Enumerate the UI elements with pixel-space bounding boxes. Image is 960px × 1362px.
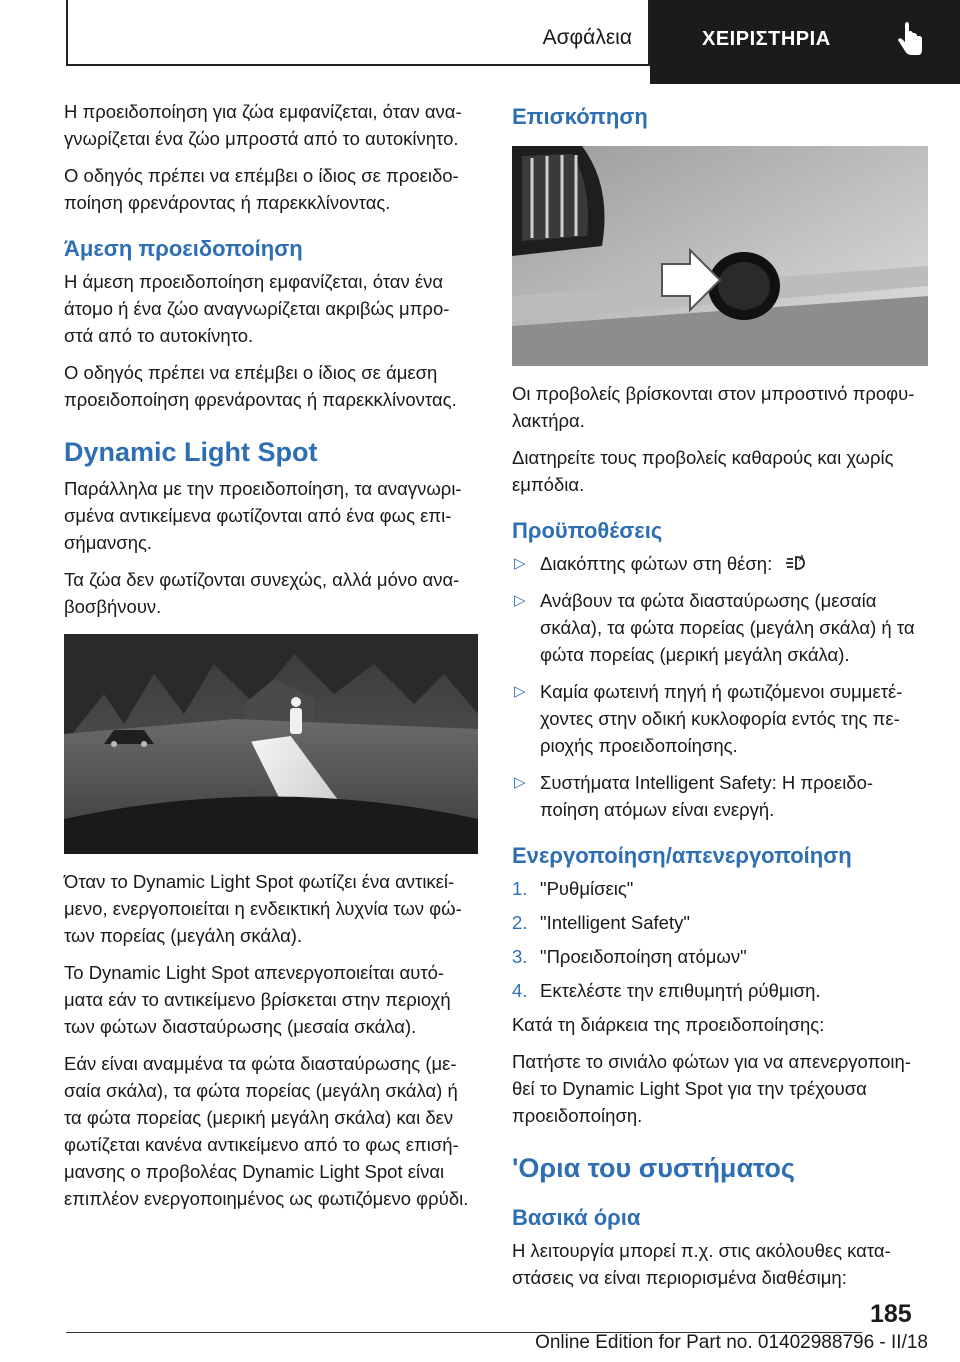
after-image-paragraph-3: Εάν είναι αναμμένα τα φώτα διασταύρωσης (με-σαία σκάλα), τα φώτα πορείας (μεγάλη σκάλα) ή τα φώτα πορείας (μερική μεγάλη σκάλα) και δεν φωτίζεται κανένα αντικείμενο από το φως επισή-μανσης ο προβολέας Dynamic Light Spot είναι επιπλέον ενεργοποιημένος ως φωτιζόμενο φρύδι. xyxy=(64,1053,469,1209)
list-item: ▷ Ανάβουν τα φώτα διασταύρωσης (μεσαία σκάλα), τα φώτα πορείας (μεγάλη σκάλα) ή τα φώτα πορείας (μερική μεγάλη σκάλα). xyxy=(512,587,928,668)
dynamic-light-spot-heading: Dynamic Light Spot xyxy=(64,437,318,467)
svg-text:A: A xyxy=(799,554,805,563)
header-rule-bottom xyxy=(66,64,650,66)
section-title: Ασφάλεια xyxy=(542,26,632,49)
overview-paragraph-2: Διατηρείτε τους προβολείς καθαρούς και χωρίς εμπόδια. xyxy=(512,447,894,495)
step-item: 4. Εκτελέστε την επιθυμητή ρύθμιση. xyxy=(512,980,821,1001)
triangle-bullet-icon: ▷ xyxy=(514,592,526,609)
step-item: 1. "Ρυθμίσεις" xyxy=(512,878,634,899)
triangle-bullet-icon: ▷ xyxy=(514,555,526,572)
step-item: 2. "Intelligent Safety" xyxy=(512,912,690,933)
left-column xyxy=(64,98,478,1222)
headlight-photo xyxy=(512,146,928,366)
hand-pointer-icon xyxy=(894,22,926,58)
intro-paragraph-2: Ο οδηγός πρέπει να επέμβει ο ίδιος σε προειδο-ποίηση φρενάροντας ή παρεκκλίνοντας. xyxy=(64,165,459,213)
list-item: ▷ Συστήματα Intelligent Safety: Η προειδο-ποίηση ατόμων είναι ενεργή. xyxy=(512,769,928,823)
basic-limits-heading: Βασικά όρια xyxy=(512,1205,641,1230)
direct-paragraph-1: Η άμεση προειδοποίηση εμφανίζεται, όταν ένα άτομο ή ένα ζώο αναγνωρίζεται ακριβώς μπρο-στά από το αυτοκίνητο. xyxy=(64,271,450,346)
list-item: ▷ Διακόπτης φώτων στη θέση: A xyxy=(512,550,928,577)
auto-headlight-icon xyxy=(783,552,809,574)
overview-heading: Επισκόπηση xyxy=(512,104,648,129)
intro-paragraph-1: Η προειδοποίηση για ζώα εμφανίζεται, όταν ανα-γνωρίζεται ένα ζώο μπροστά από το αυτοκίνητο. xyxy=(64,101,462,149)
chapter-tab-label: ΧΕΙΡΙΣΤΗΡΙΑ xyxy=(702,28,831,50)
system-limits-heading: 'Ορια του συστήματος xyxy=(512,1153,795,1183)
activation-steps xyxy=(512,875,928,1004)
after-image-paragraph-1: Όταν το Dynamic Light Spot φωτίζει ένα αντικεί-μενο, ενεργοποιείται η ενδεικτική λυχνία των φώ-των πορείας (μεγάλη σκάλα). xyxy=(64,871,462,946)
activation-heading: Ενεργοποίηση/απενεργοποίηση xyxy=(512,843,852,868)
step-item: 3. "Προειδοποίηση ατόμων" xyxy=(512,946,747,967)
footer-edition: Online Edition for Part no. 01402988796 - II/18 xyxy=(535,1332,928,1353)
chapter-tab[interactable] xyxy=(650,0,960,84)
direct-paragraph-2: Ο οδηγός πρέπει να επέμβει ο ίδιος σε άμεση προειδοποίηση φρενάροντας ή παρεκκλίνοντας. xyxy=(64,362,457,410)
right-column xyxy=(512,98,928,1301)
page-number: 185 xyxy=(870,1300,912,1328)
dls-paragraph-2: Τα ζώα δεν φωτίζονται συνεχώς, αλλά μόνο ανα-βοσβήνουν. xyxy=(64,569,460,617)
dls-paragraph-1: Παράλληλα με την προειδοποίηση, τα αναγνωρι-σμένα αντικείμενα φωτίζονται από ένα φως επι-σήμανσης. xyxy=(64,478,462,553)
prerequisites-heading: Προϋποθέσεις xyxy=(512,518,663,543)
overview-paragraph-1: Οι προβολείς βρίσκονται στον μπροστινό προφυ-λακτήρα. xyxy=(512,383,915,431)
list-item: ▷ Καμία φωτεινή πηγή ή φωτιζόμενοι συμμετέ-χοντες στην οδική κυκλοφορία εντός της πε-ριοχής προειδοποίησης. xyxy=(512,678,928,759)
prerequisites-list xyxy=(512,550,928,823)
triangle-bullet-icon: ▷ xyxy=(514,774,526,791)
triangle-bullet-icon: ▷ xyxy=(514,683,526,700)
during-warning-instruction: Πατήστε το σινιάλο φώτων για να απενεργοποιη-θεί το Dynamic Light Spot για την τρέχουσα προειδοποίηση. xyxy=(512,1051,911,1126)
basic-limits-paragraph: Η λειτουργία μπορεί π.χ. στις ακόλουθες κατα-στάσεις να είναι περιορισμένα διαθέσιμη: xyxy=(512,1240,891,1288)
header-rule-left xyxy=(66,0,68,66)
direct-warning-heading: Άμεση προειδοποίηση xyxy=(64,236,303,261)
night-road-illustration xyxy=(64,634,478,854)
pedestrian-figure xyxy=(290,697,302,734)
during-warning-paragraph: Κατά τη διάρκεια της προειδοποίησης: xyxy=(512,1014,825,1035)
after-image-paragraph-2: Το Dynamic Light Spot απενεργοποιείται αυτό-ματα εάν το αντικείμενο βρίσκεται στην περιοχή των φώτων διασταύρωσης (μεσαία σκάλα). xyxy=(64,962,451,1037)
